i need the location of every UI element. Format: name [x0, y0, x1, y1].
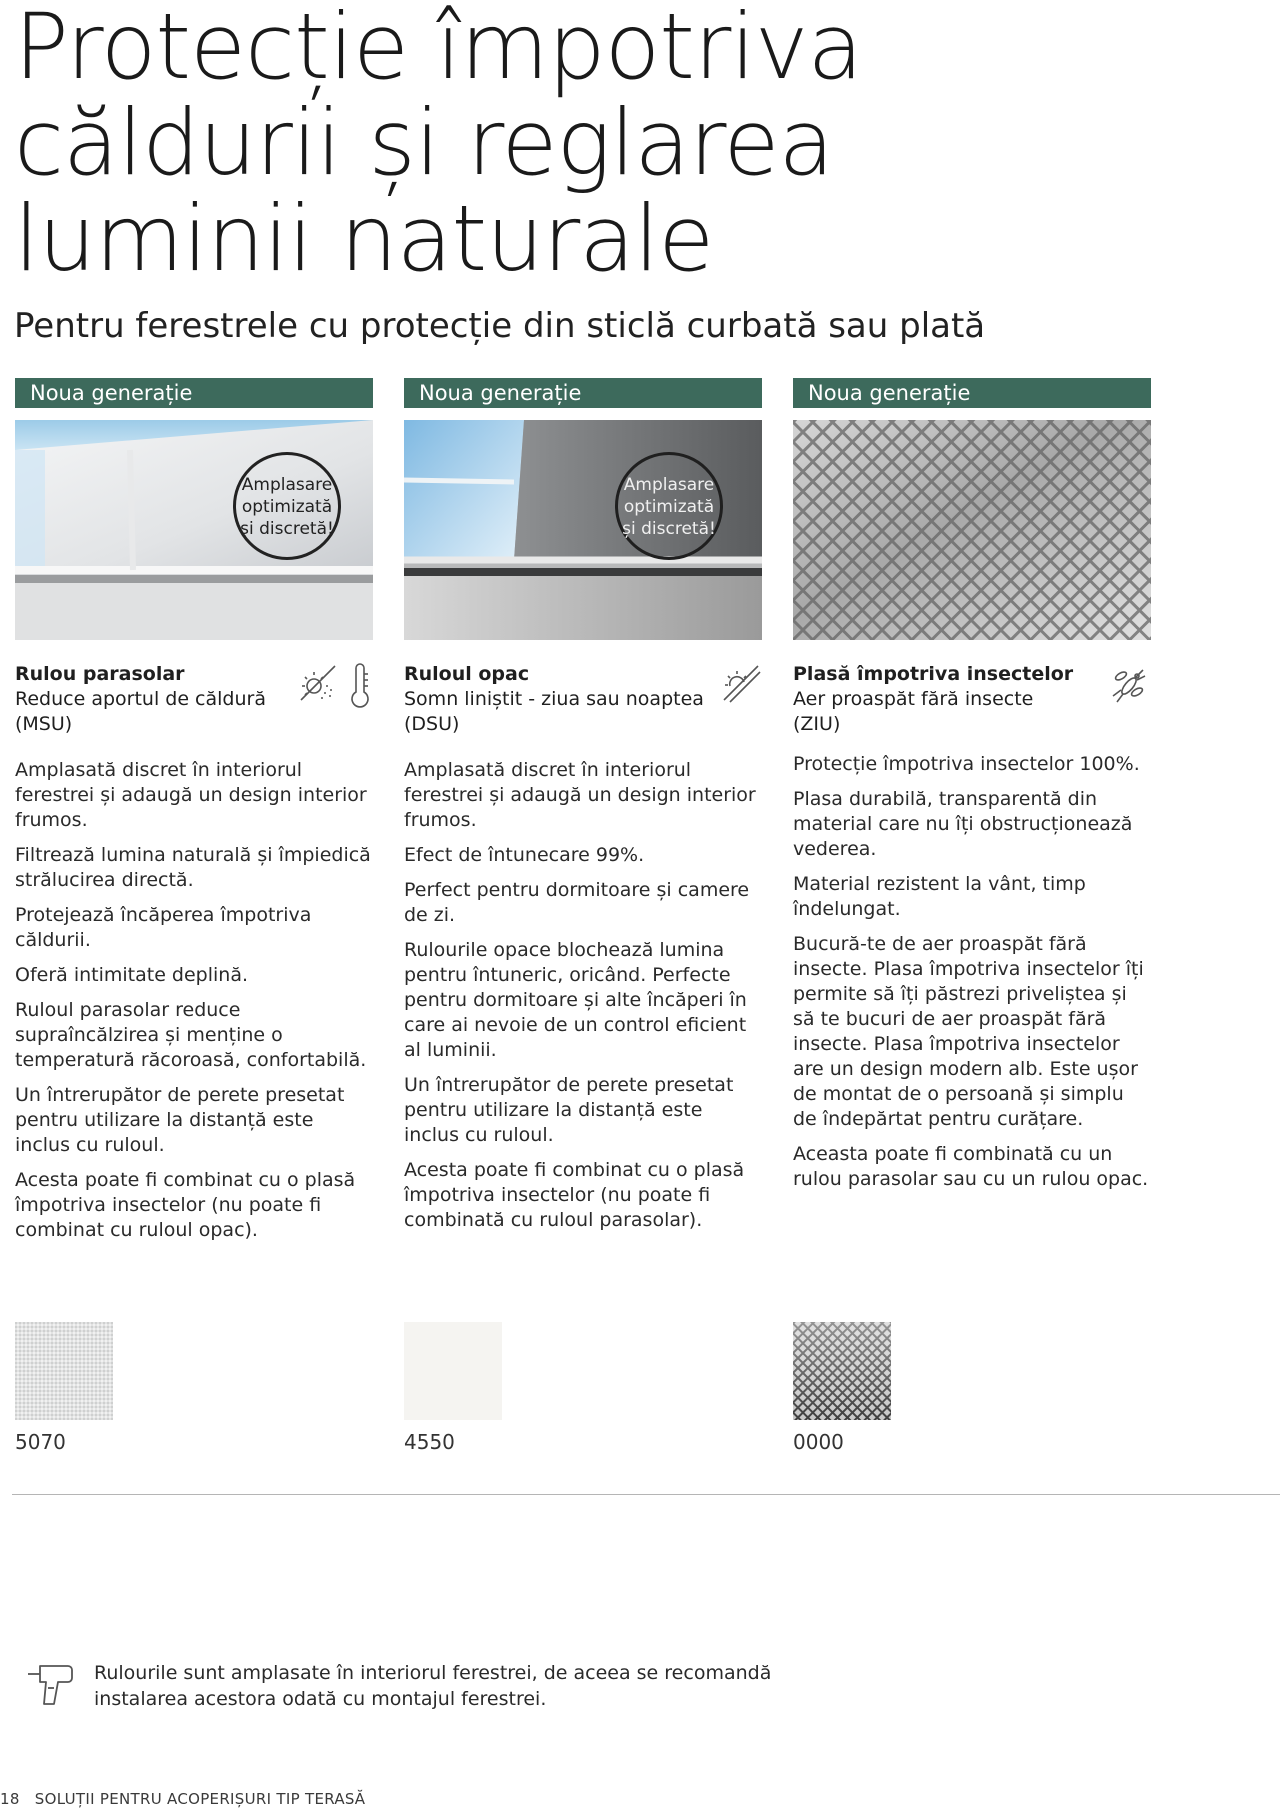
- feature-list: [404, 758, 762, 1233]
- thermometer-icon: [347, 662, 373, 710]
- product-name: Rulou parasolar: [15, 663, 185, 685]
- product-column-msu: [15, 378, 373, 1253]
- ring-text-line: Amplasare: [241, 475, 333, 495]
- product-code: (ZIU): [793, 713, 841, 735]
- optimized-placement-ring: [233, 452, 341, 560]
- product-code: (MSU): [15, 713, 73, 735]
- list-item: Plasa durabilă, transparentă din material care nu îți obstrucționează vederea.: [793, 788, 1133, 860]
- fabric-swatch-5070: [15, 1322, 113, 1420]
- section-title: SOLUȚII PENTRU ACOPERIȘURI TIP TERASĂ: [34, 1790, 366, 1808]
- ring-text-line: Amplasare: [623, 475, 715, 495]
- installation-note: Rulourile sunt amplasate în interiorul ferestrei, de aceea se recomandă instalarea acestora odată cu montajul ferestrei.: [94, 1662, 772, 1710]
- mesh-texture: [793, 1322, 891, 1420]
- list-item: Protecție împotriva insectelor 100%.: [793, 753, 1140, 775]
- product-header: [793, 662, 1151, 740]
- list-item: Acesta poate fi combinat cu o plasă împotriva insectelor (nu poate fi combinat cu ruloul opac).: [15, 1169, 356, 1241]
- list-item: Material rezistent la vânt, timp îndelungat.: [793, 873, 1086, 920]
- title-line-2: căldurii și reglarea: [14, 91, 834, 196]
- ring-text-line: optimizată: [623, 497, 715, 517]
- feature-icons: [720, 662, 762, 704]
- fabric-texture: [15, 1322, 113, 1420]
- new-generation-badge: Noua generație: [15, 378, 373, 408]
- ring-text-line: și discretă!: [622, 519, 716, 539]
- title-line-3: luminii naturale: [14, 187, 714, 292]
- feature-list: [15, 758, 373, 1243]
- swatch-code: 5070: [15, 1430, 66, 1454]
- ring-text-line: și discretă!: [240, 519, 334, 539]
- list-item: Perfect pentru dormitoare și camere de zi.: [404, 879, 750, 926]
- product-column-ziu: [793, 378, 1151, 1202]
- page-footer: [0, 1790, 365, 1808]
- sun-filter-icon: [297, 662, 339, 704]
- product-name: Ruloul opac: [404, 663, 530, 685]
- divider: [12, 1494, 1280, 1495]
- list-item: Rulourile opace blochează lumina pentru întuneric, oricând. Perfecte pentru dormitoare și alte încăperi în care ai nevoie de un control eficient al luminii.: [404, 939, 747, 1061]
- product-description: Reduce aportul de căldură: [15, 688, 266, 710]
- product-photo-dsu: [404, 420, 762, 640]
- feature-icons: [297, 662, 373, 710]
- product-code: (DSU): [404, 713, 460, 735]
- feature-icons: [1107, 662, 1151, 706]
- swatch-code: 0000: [793, 1430, 844, 1454]
- drill-icon: [26, 1662, 78, 1708]
- product-photo-ziu: [793, 420, 1151, 640]
- list-item: Amplasată discret în interiorul ferestrei și adaugă un design interior frumos.: [15, 759, 367, 831]
- list-item: Filtrează lumina naturală și împiedică strălucirea directă.: [15, 844, 371, 891]
- fabric-swatch-0000: [793, 1322, 891, 1420]
- page-number: 18: [0, 1790, 20, 1808]
- ring-text-line: optimizată: [241, 497, 333, 517]
- product-name: Plasă împotriva insectelor: [793, 663, 1074, 685]
- list-item: Efect de întunecare 99%.: [404, 844, 645, 866]
- product-column-dsu: [404, 378, 762, 1243]
- optimized-placement-ring: [615, 452, 723, 560]
- new-generation-badge: Noua generație: [404, 378, 762, 408]
- insect-icon: [1107, 662, 1151, 706]
- product-description: Somn liniștit - ziua sau noaptea: [404, 688, 704, 710]
- page-subtitle: Pentru ferestrele cu protecție din sticlă curbată sau plată: [14, 306, 986, 346]
- sun-block-icon: [720, 662, 762, 704]
- list-item: Aceasta poate fi combinată cu un rulou parasolar sau cu un rulou opac.: [793, 1143, 1149, 1190]
- list-item: Acesta poate fi combinat cu o plasă împotriva insectelor (nu poate fi combinată cu ruloul parasolar).: [404, 1159, 745, 1231]
- page-title: [14, 0, 1254, 292]
- list-item: Bucură-te de aer proaspăt fără insecte. Plasa împotriva insectelor îți permite să îți păstrezi priveliștea și să te bucuri de aer proaspăt fără insecte. Plasa împotriva insectelor are un design modern alb. Este ușor de montat de o persoană și simplu de îndepărtat pentru curățare.: [793, 933, 1144, 1130]
- product-header: [404, 662, 762, 740]
- title-line-1: Protecție împotriva: [14, 0, 863, 100]
- new-generation-badge: Noua generație: [793, 378, 1151, 408]
- list-item: Un întrerupător de perete presetat pentru utilizare la distanță este inclus cu ruloul.: [404, 1074, 734, 1146]
- fabric-swatch-4550: [404, 1322, 502, 1420]
- list-item: Protejează încăperea împotriva căldurii.: [15, 904, 312, 951]
- insect-mesh-illustration: [793, 420, 1151, 640]
- swatch-code: 4550: [404, 1430, 455, 1454]
- list-item: Un întrerupător de perete presetat pentru utilizare la distanță este inclus cu ruloul.: [15, 1084, 345, 1156]
- list-item: Oferă intimitate deplină.: [15, 964, 249, 986]
- product-description: Aer proaspăt fără insecte: [793, 688, 1034, 710]
- product-photo-msu: [15, 420, 373, 640]
- list-item: Amplasată discret în interiorul ferestrei și adaugă un design interior frumos.: [404, 759, 756, 831]
- feature-list: [793, 752, 1151, 1192]
- list-item: Ruloul parasolar reduce supraîncălzirea și menține o temperatură răcoroasă, confortabilă.: [15, 999, 367, 1071]
- product-header: [15, 662, 373, 740]
